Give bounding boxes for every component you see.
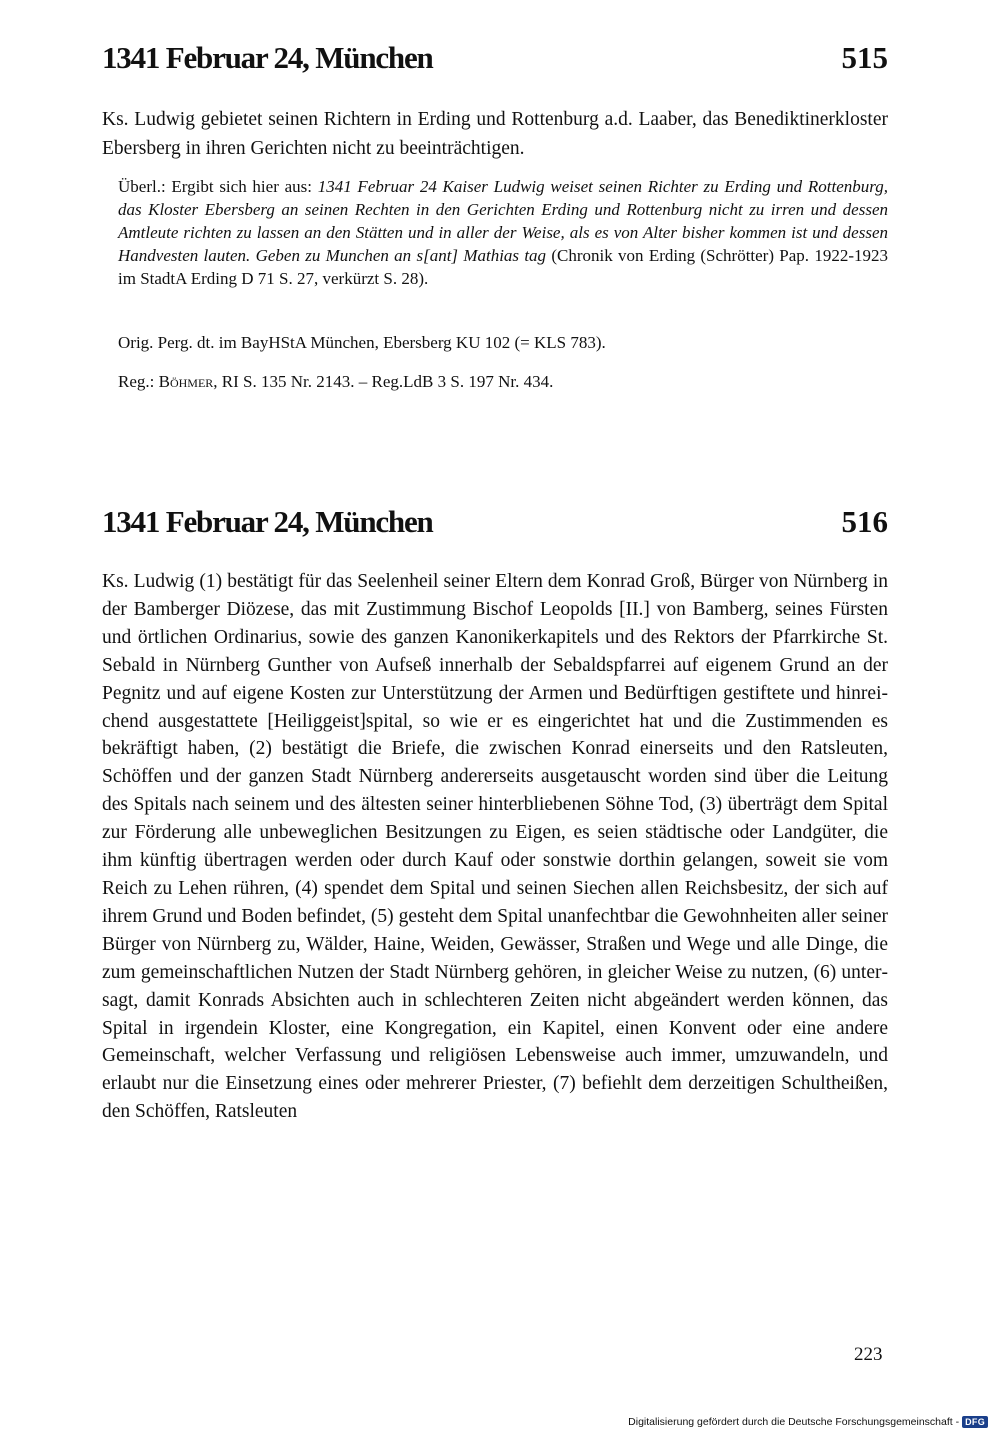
dfg-logo: DFG (962, 1416, 988, 1428)
entry-515-summary: Ks. Ludwig gebietet seinen Richtern in Erding und Rottenburg a.d. Laaber, das Benediktinerkloster Ebersberg in ihren Gerichten nicht zu beeinträchtigen. (102, 109, 888, 159)
dfg-footer (628, 1416, 988, 1428)
page-number: 223 (854, 1344, 883, 1365)
reg-suffix: , RI S. 135 Nr. 2143. – Reg.LdB 3 S. 197 Nr. 434. (213, 372, 554, 391)
entry-date-place: 1341 Februar 24, München (102, 504, 433, 539)
footer-text: Digitalisierung gefördert durch die Deutsche Forschungsgemeinschaft - (628, 1416, 960, 1428)
entry-515-transmission-note (118, 175, 888, 290)
entry-number: 515 (841, 40, 888, 75)
note-source: (Chronik von Erding (Schrötter) Pap. 1922-1923 im StadtA Erding D 71 S. 27, verkürzt S. 28). (118, 246, 888, 288)
reg-prefix: Reg.: (118, 372, 159, 391)
note-quote: 1341 Februar 24 Kaiser Ludwig weiset seinen Richter zu Erding und Rottenburg, das Kloster Ebersberg an seinen Rechten in den Gerichten Erding und Rottenburg nicht zu irren und dessen Amtleute richten zu lassen an den Stätten und in aller der Weise, als es von Alter bisher kommen ist und dessen Handvesten lauten. Geben zu Munchen an s[ant] Mathias tag (118, 177, 888, 265)
entry-515-regesta (118, 370, 888, 393)
entry-515-original: Orig. Perg. dt. im BayHStA München, Ebersberg KU 102 (= KLS 783). (118, 333, 606, 352)
reg-author: Böhmer (158, 372, 214, 391)
entry-516-heading (102, 504, 888, 540)
entry-515-heading (102, 40, 888, 76)
entry-date-place: 1341 Februar 24, München (102, 40, 433, 75)
entry-number: 516 (841, 504, 888, 539)
entry-516-paragraph: Ks. Ludwig (1) bestätigt für das Seelenheil seiner Eltern dem Konrad Groß, Bürger von Nürnberg in der Bamberger Diözese, das mit Zustimmung Bischof Leopolds [II.] von Bamberg, seines Fürsten und örtlichen Ordinarius, sowie des ganzen Kanonikerkapitels und des Rektors der Pfarrkirche St. Sebald in Nürnberg Gunther von Aufseß innerhalb der Sebaldspfarrei auf eigenem Grund an der Pegnitz und auf eigene Kosten zur Unterstützung der Armen und Bedürftigen gestiftete und hinreichend ausgestattete [Heiliggeist]spital, so wie er es eingerichtet hat und die Zustimmenden es bekräftigt haben, (2) bestätigt die Briefe, die zwischen Konrad einerseits und den Ratsleuten, Schöffen und der ganzen Stadt Nürnberg andererseits ausgetauscht worden sind über die Leitung des Spitals nach seinem und des ältesten seiner hinterbliebenen Söhne Tod, (3) überträgt dem Spital zur Förderung alle unbeweglichen Besitzungen zu Eigen, es seien städtische oder Landgüter, die ihm künftig übertragen werden oder durch Kauf oder sonstwie dorthin gelangen, soweit sie vom Reich zu Lehen rühren, (4) spendet dem Spital und seinen Siechen allen Reichsbesitz, der sich auf ihrem Grund und Boden befindet, (5) gesteht dem Spital unanfechtbar die Gewohnheiten aller seiner Bürger von Nürnberg zu, Wälder, Haine, Weiden, Gewässer, Straßen und Wege und alle Dinge, die zum gemeinschaftlichen Nutzen der Stadt Nürnberg gehören, in gleicher Weise zu nutzen, (6) untersagt, damit Konrads Absichten auch in schlechteren Zeiten nicht abgeändert werden können, das Spital in irgendein Kloster, eine Kongregation, ein Kapitel, einen Konvent oder eine andere Gemeinschaft, welcher Verfassung und religiösen Lebensweise auch immer, umzuwandeln, und erlaubt nur die Einsetzung eines oder mehrerer Priester, (7) befiehlt dem derzeitigen Schultheißen, den Schöffen, Ratsleuten (102, 571, 888, 1123)
entry-516-body (102, 568, 888, 1126)
note-prefix: Überl.: Ergibt sich hier aus: (118, 177, 318, 196)
